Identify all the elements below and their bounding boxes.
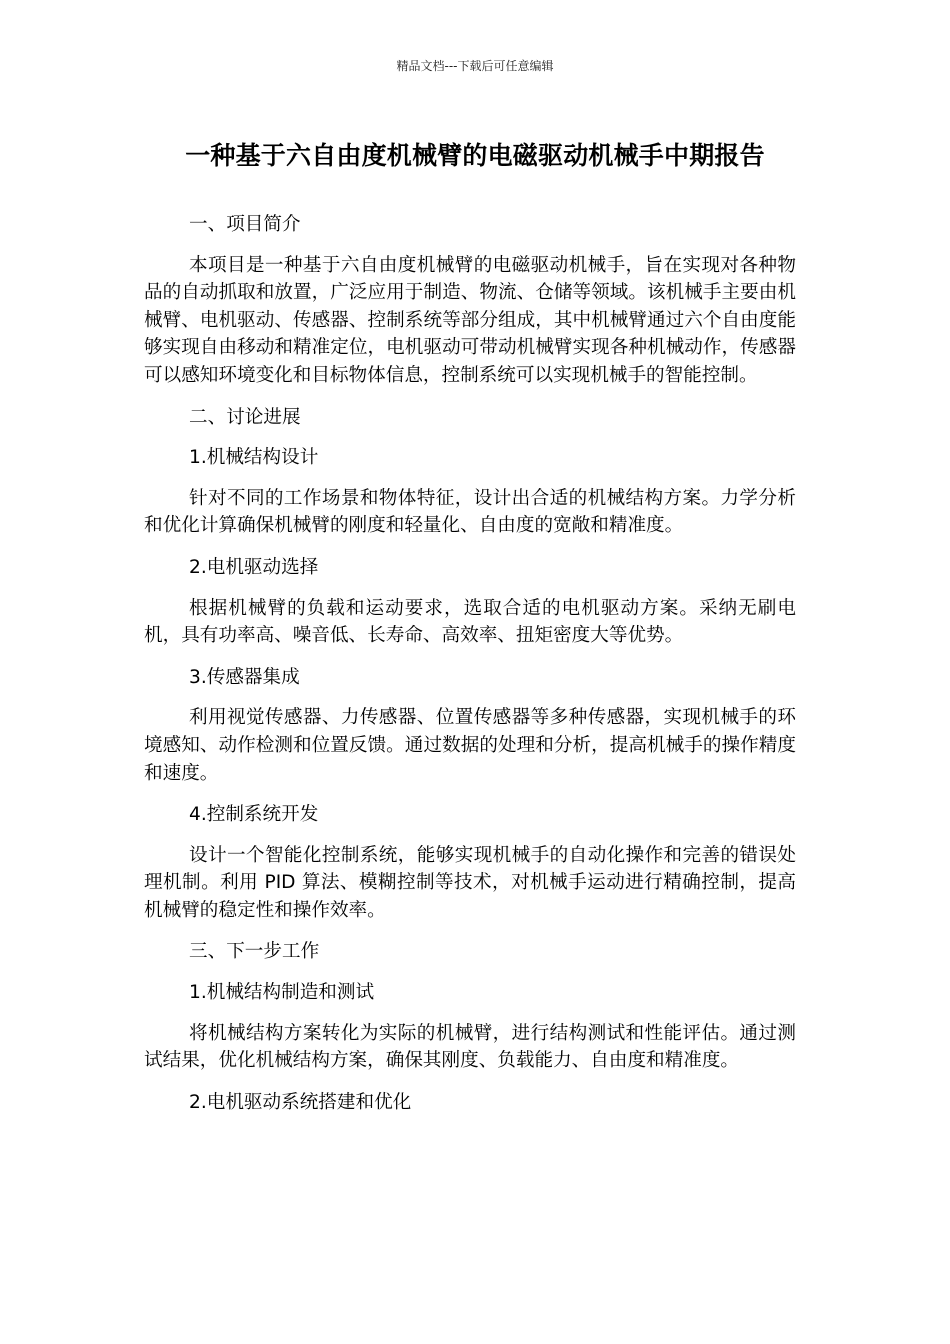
subheading-sensor-integration: 3.传感器集成 xyxy=(189,666,300,688)
paragraph-structure-manufacturing: 将机械结构方案转化为实际的机械臂，进行结构测试和性能评估。通过测试结果，优化机械结构方案，确保其刚度、负载能力、自由度和精准度。 xyxy=(144,1022,796,1072)
document-body xyxy=(144,211,796,1129)
paragraph-mechanical-design: 针对不同的工作场景和物体特征，设计出合适的机械结构方案。力学分析和优化计算确保机械臂的刚度和轻量化、自由度的宽敞和精准度。 xyxy=(144,487,796,537)
subheading-structure-manufacturing: 1.机械结构制造和测试 xyxy=(189,982,375,1004)
section-heading-intro: 一、项目简介 xyxy=(189,214,301,235)
page-header-watermark: 精品文档---下载后可任意编辑 xyxy=(396,59,554,73)
document-title: 一种基于六自由度机械臂的电磁驱动机械手中期报告 xyxy=(185,141,765,170)
section-heading-next-steps: 三、下一步工作 xyxy=(189,941,320,963)
paragraph-motor-drive: 根据机械臂的负载和运动要求，选取合适的电机驱动方案。采纳无刷电机，具有功率高、噪音低、长寿命、高效率、扭矩密度大等优势。 xyxy=(144,597,796,647)
subheading-control-system: 4.控制系统开发 xyxy=(189,804,319,826)
paragraph-sensor-integration: 利用视觉传感器、力传感器、位置传感器等多种传感器，实现机械手的环境感知、动作检测和位置反馈。通过数据的处理和分析，提高机械手的操作精度和速度。 xyxy=(144,707,796,784)
paragraph-control-system: 设计一个智能化控制系统，能够实现机械手的自动化操作和完善的错误处理机制。利用 PID 算法、模糊控制等技术，对机械手运动进行精确控制，提高机械臂的稳定性和操作效率。 xyxy=(144,844,796,921)
paragraph-intro: 本项目是一种基于六自由度机械臂的电磁驱动机械手，旨在实现对各种物品的自动抓取和放置，广泛应用于制造、物流、仓储等领域。该机械手主要由机械臂、电机驱动、传感器、控制系统等部分组成，其中机械臂通过六个自由度能够实现自由移动和精准定位，电机驱动可带动机械臂实现各种机械动作，传感器可以感知环境变化和目标物体信息，控制系统可以实现机械手的智能控制。 xyxy=(144,254,796,386)
subheading-mechanical-design: 1.机械结构设计 xyxy=(189,447,319,469)
section-heading-progress: 二、讨论进展 xyxy=(189,406,301,428)
subheading-motor-drive: 2.电机驱动选择 xyxy=(189,556,319,578)
subheading-motor-system-build: 2.电机驱动系统搭建和优化 xyxy=(189,1091,412,1113)
